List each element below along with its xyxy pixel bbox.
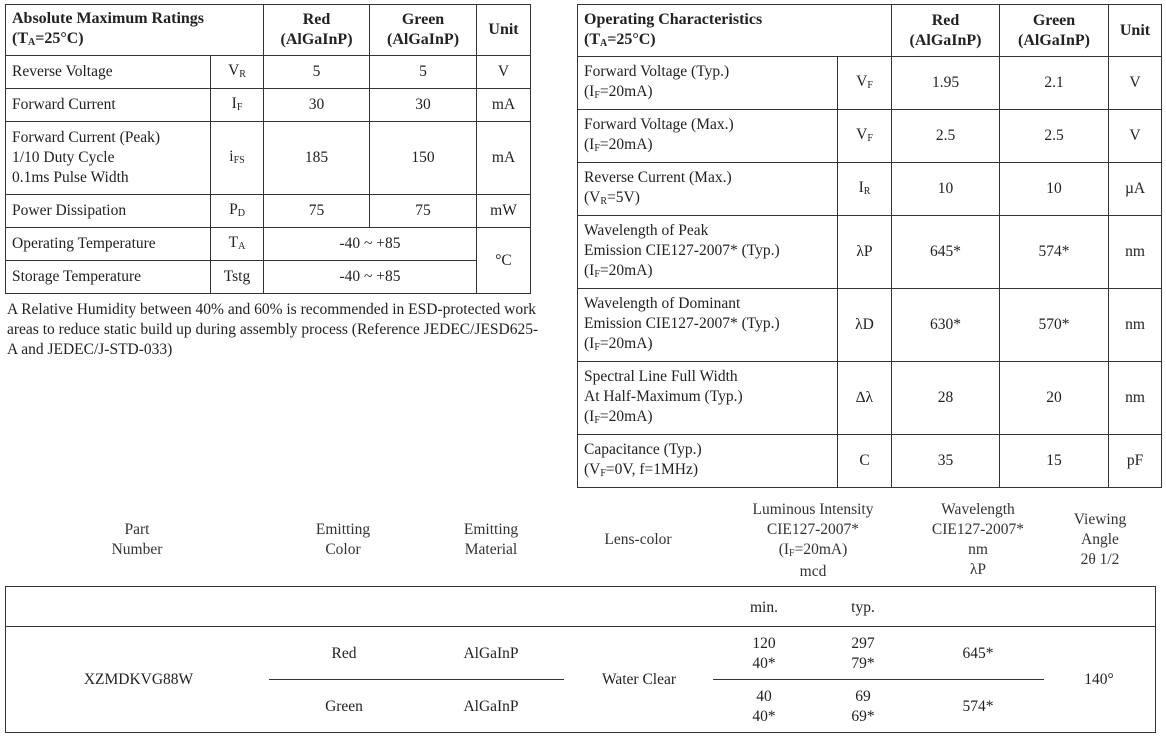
unit: pF	[1109, 435, 1162, 488]
param-label: Forward Voltage (Max.) $(I_F=20mA)$	[578, 110, 838, 163]
red-value: 30	[264, 89, 370, 122]
unit: mW	[477, 195, 531, 228]
unit: µA	[1109, 163, 1162, 216]
green-value: 574*	[1000, 216, 1109, 289]
header-lens-color: Lens-color	[604, 531, 672, 548]
symbol: $V_F$	[838, 57, 892, 110]
unit: nm	[1109, 289, 1162, 362]
table-row	[578, 435, 1162, 488]
unit: V	[477, 56, 531, 89]
unit: mA	[477, 89, 531, 122]
symbol: Tstg	[211, 261, 264, 294]
divider	[269, 679, 564, 680]
min-intensity: 120 40*	[752, 635, 776, 672]
param-label: Forward Current	[6, 89, 211, 122]
emitting-color: Green	[325, 698, 363, 715]
red-value: 630*	[892, 289, 1000, 362]
symbol: $T_A$	[211, 228, 264, 261]
absolute-maximum-ratings-table	[5, 4, 531, 294]
typ-intensity: 69 69*	[851, 688, 875, 725]
emitting-color: Red	[331, 645, 357, 662]
param-label: Capacitance (Typ.) ($V_F=0V$, f=1MHz)	[578, 435, 838, 488]
opc-col-unit: Unit	[1109, 5, 1162, 57]
param-label: Reverse Voltage	[6, 56, 211, 89]
part-selection-table	[5, 586, 1156, 733]
red-value: 2.5	[892, 110, 1000, 163]
amr-col-unit: Unit	[477, 5, 531, 56]
table-row	[6, 195, 531, 228]
divider	[713, 679, 1044, 680]
header-wavelength: Wavelength CIE127-2007* nm λP	[931, 501, 1025, 578]
min-label: min.	[750, 599, 778, 616]
symbol: $P_D$	[211, 195, 264, 228]
table-row	[6, 56, 531, 89]
param-label: Forward Current (Peak) 1/10 Duty Cycle 0.1ms Pulse Width	[6, 122, 211, 195]
green-value: 75	[370, 195, 477, 228]
unit: nm	[1109, 362, 1162, 435]
part-number: XZMDKVG88W	[83, 671, 194, 688]
table-row	[6, 228, 531, 261]
humidity-note: A Relative Humidity between 40% and 60% is recommended in ESD-protected work areas to reduce static build up during assembly process (Reference JEDEC/JESD625-A and JEDEC/J-STD-033)	[7, 301, 539, 358]
red-value: 10	[892, 163, 1000, 216]
symbol: $V_F$	[838, 110, 892, 163]
table-row	[6, 89, 531, 122]
opc-col-red: Red (AlGaInP)	[892, 5, 1000, 57]
header-viewing-angle: Viewing Angle 2θ 1/2	[1073, 511, 1127, 568]
param-label: Operating Temperature	[6, 228, 211, 261]
wavelength-value: 574*	[962, 698, 994, 715]
table-row	[578, 110, 1162, 163]
unit: nm	[1109, 216, 1162, 289]
green-value: 10	[1000, 163, 1109, 216]
header-part-number: Part Number	[111, 521, 163, 558]
unit: V	[1109, 57, 1162, 110]
table-row	[6, 122, 531, 195]
green-value: 15	[1000, 435, 1109, 488]
green-value: 150	[370, 122, 477, 195]
param-label: Wavelength of Dominant Emission CIE127-2007* (Typ.) $(I_F=20mA)$	[578, 289, 838, 362]
table-row	[578, 289, 1162, 362]
viewing-angle: 140°	[1084, 671, 1114, 688]
green-value: 2.1	[1000, 57, 1109, 110]
red-value: 28	[892, 362, 1000, 435]
amr-col-green: Green (AlGaInP)	[370, 5, 477, 56]
temp-range: -40 ~ +85	[264, 228, 477, 261]
green-value: 5	[370, 56, 477, 89]
amr-title-cell	[6, 5, 264, 56]
table-row	[578, 216, 1162, 289]
param-label: Storage Temperature	[6, 261, 211, 294]
emitting-material: AlGaInP	[463, 698, 519, 715]
red-value: 5	[264, 56, 370, 89]
amr-title: Absolute Maximum Ratings	[12, 10, 205, 27]
opc-title: Operating Characteristics	[584, 10, 763, 28]
lens-color: Water Clear	[601, 671, 677, 688]
amr-condition: $(T_A=25^\circ C)$	[12, 30, 84, 48]
green-value: 20	[1000, 362, 1109, 435]
opc-title-cell	[578, 5, 892, 57]
param-label: Power Dissipation	[6, 195, 211, 228]
symbol: $V_R$	[211, 56, 264, 89]
param-label: Spectral Line Full Width At Half-Maximum (Typ.) $(I_F=20mA)$	[578, 362, 838, 435]
divider	[6, 626, 1155, 627]
min-intensity: 40 40*	[752, 688, 776, 725]
param-label: Reverse Current (Max.) $(V_R=5V)$	[578, 163, 838, 216]
param-label: Forward Voltage (Typ.) $(I_F=20mA)$	[578, 57, 838, 110]
wavelength-value: 645*	[962, 645, 994, 662]
red-value: 75	[264, 195, 370, 228]
unit: mA	[477, 122, 531, 195]
red-value: 645*	[892, 216, 1000, 289]
symbol: $i_{FS}$	[211, 122, 264, 195]
green-value: 570*	[1000, 289, 1109, 362]
param-label: Wavelength of Peak Emission CIE127-2007* (Typ.) $(I_F=20mA)$	[578, 216, 838, 289]
green-value: 30	[370, 89, 477, 122]
header-emitting-material: Emitting Material	[463, 521, 519, 558]
amr-col-red: Red (AlGaInP)	[264, 5, 370, 56]
symbol: λD	[838, 289, 892, 362]
temp-unit: °C	[477, 228, 531, 294]
table-row	[578, 362, 1162, 435]
opc-condition: $(T_A=25^\circ C)$	[584, 30, 656, 49]
table-row	[6, 261, 531, 294]
table-row	[578, 163, 1162, 216]
header-emitting-color: Emitting Color	[315, 521, 371, 558]
symbol: C	[838, 435, 892, 488]
symbol: $I_R$	[838, 163, 892, 216]
red-value: 35	[892, 435, 1000, 488]
header-luminous-intensity: Luminous Intensity CIE127-2007* $(I_F=20mA)$ mcd	[752, 501, 874, 580]
green-value: 2.5	[1000, 110, 1109, 163]
typ-label: typ.	[851, 599, 875, 616]
typ-intensity: 297 79*	[851, 635, 875, 672]
symbol: $I_F$	[211, 89, 264, 122]
emitting-material: AlGaInP	[463, 645, 519, 662]
opc-col-green: Green (AlGaInP)	[1000, 5, 1109, 57]
red-value: 1.95	[892, 57, 1000, 110]
unit: V	[1109, 110, 1162, 163]
red-value: 185	[264, 122, 370, 195]
operating-characteristics-table	[577, 4, 1162, 488]
temp-range: -40 ~ +85	[264, 261, 477, 294]
symbol: λP	[838, 216, 892, 289]
symbol: ∆λ	[838, 362, 892, 435]
table-row	[578, 57, 1162, 110]
